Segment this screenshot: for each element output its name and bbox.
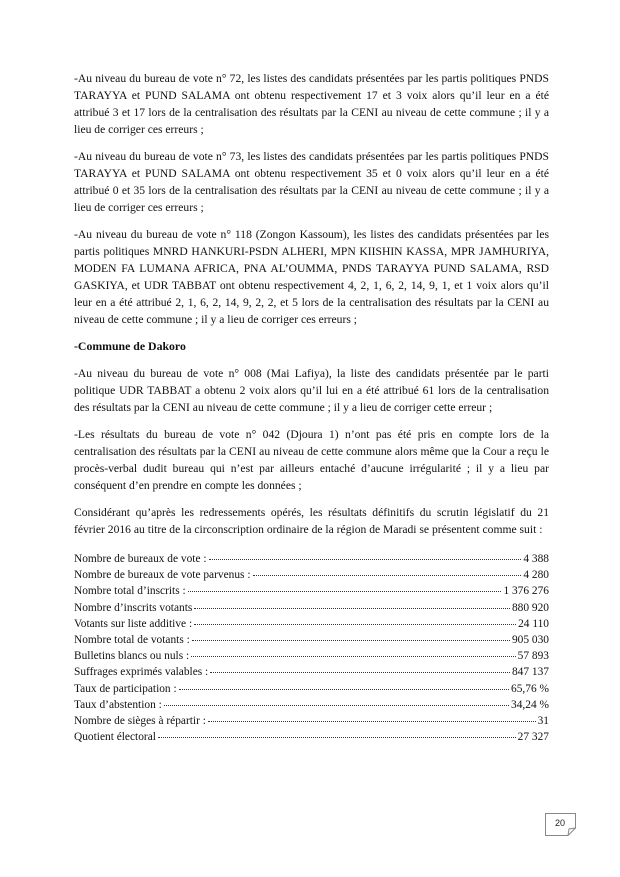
result-value: 27 327 — [517, 731, 549, 744]
dot-leader — [209, 548, 522, 560]
result-value: 880 920 — [511, 601, 549, 614]
result-value: 65,76 % — [511, 682, 549, 695]
section-heading-dakoro: -Commune de Dakoro — [74, 339, 186, 353]
result-label: Votants sur liste additive : — [74, 617, 193, 630]
result-value: 1 376 276 — [503, 585, 549, 598]
result-label: Nombre de bureaux de vote parvenus : — [74, 569, 251, 582]
dot-leader — [188, 580, 502, 592]
document-body — [74, 70, 549, 744]
result-label: Nombre de sièges à répartir : — [74, 715, 206, 728]
result-value: 34,24 % — [511, 698, 549, 711]
result-value: 31 — [537, 715, 549, 728]
paragraph-bureau-72: -Au niveau du bureau de vote n° 72, les listes des candidats présentées par les partis politiques PNDS TARAYYA et PUND SALAMA ont obtenu respectivement 17 et 3 voix alors qu’il leur en a été attribué 3 et 17 lors de la centralisation des résultats par la CENI au niveau de cette commune ; il y a lieu de corriger ces erreurs ; — [74, 72, 549, 136]
results-list — [74, 550, 549, 744]
result-label: Nombre total de votants : — [74, 634, 190, 647]
dot-leader — [158, 726, 516, 738]
dot-leader — [192, 629, 510, 641]
dot-leader — [164, 694, 509, 706]
paragraph-bureau-118: -Au niveau du bureau de vote n° 118 (Zongon Kassoum), les listes des candidats présentées par les partis politiques MNRD HANKURI-PSDN ALHERI, MPN KIISHIN KASSA, MPR JAMHURIYA, MODEN FA LUMANA AFRICA, PNA AL’OUMMA, PNDS TARAYYA PUND SALAMA, RSD GASKIYA, et UDR TABBAT ont obtenu respectivement 4, 2, 1, 6, 2, 14, 9, 1, et 1 voix alors qu’il leur en a été attribué 2, 1, 6, 2, 14, 9, 2, 2, et 5 lors de la centralisation des résultats par la CENI au niveau de cette commune ; il y a lieu de corriger ces erreurs ; — [74, 228, 549, 326]
page-number-box — [545, 813, 579, 835]
paragraph-considerant: Considérant qu’après les redressements opérés, les résultats définitifs du scrutin législatif du 21 février 2016 au titre de la circonscription ordinaire de la région de Maradi se présentent comme suit : — [74, 506, 549, 536]
result-label: Taux d’abstention : — [74, 698, 162, 711]
dot-leader — [194, 613, 516, 625]
result-value: 847 137 — [511, 666, 549, 679]
result-label: Suffrages exprimés valables : — [74, 666, 209, 679]
result-label: Nombre d’inscrits votants — [74, 601, 193, 614]
paragraph-bureau-73: -Au niveau du bureau de vote n° 73, les listes des candidats présentées par les partis politiques PNDS TARAYYA et PUND SALAMA ont obtenu respectivement 35 et 0 voix alors qu’il leur en a été attribué 0 et 35 lors de la centralisation des résultats par la CENI au niveau de cette commune ; il y a lieu de corriger ces erreurs ; — [74, 150, 549, 214]
dot-leader — [210, 661, 510, 673]
paragraph-bureau-042: -Les résultats du bureau de vote n° 042 (Djoura 1) n’ont pas été pris en compte lors de la centralisation des résultats par la CENI au niveau de cette commune alors même que la Cour a reçu le procès-verbal dudit bureau qui n’est par ailleurs entaché d’aucune irrégularité ; il y a lieu par conséquent d’en prendre en compte les données ; — [74, 428, 549, 492]
result-value: 24 110 — [518, 617, 549, 630]
result-label: Quotient électoral — [74, 731, 156, 744]
result-value: 4 280 — [523, 569, 549, 582]
dot-leader — [191, 645, 516, 657]
result-row — [74, 728, 549, 744]
result-label: Taux de participation : — [74, 682, 177, 695]
result-label: Nombre de bureaux de vote : — [74, 553, 207, 565]
result-value: 905 030 — [511, 634, 549, 647]
result-label: Bulletins blancs ou nuls : — [74, 650, 190, 663]
dot-leader — [179, 678, 509, 690]
result-value: 4 388 — [523, 553, 549, 565]
dot-leader — [253, 564, 522, 576]
page-number: 20 — [554, 818, 565, 828]
dot-leader — [208, 710, 536, 722]
dot-leader — [194, 597, 510, 609]
paragraph-bureau-008: -Au niveau du bureau de vote n° 008 (Mai Lafiya), la liste des candidats présentée par le parti politique UDR TABBAT a obtenu 2 voix alors qu’il lui en a été attribué 61 lors de la centralisation des résultats par la CENI au niveau de cette commune ; il y a lieu de corriger cette erreur ; — [74, 367, 549, 414]
result-label: Nombre total d’inscrits : — [74, 585, 186, 598]
result-value: 57 893 — [517, 650, 549, 663]
